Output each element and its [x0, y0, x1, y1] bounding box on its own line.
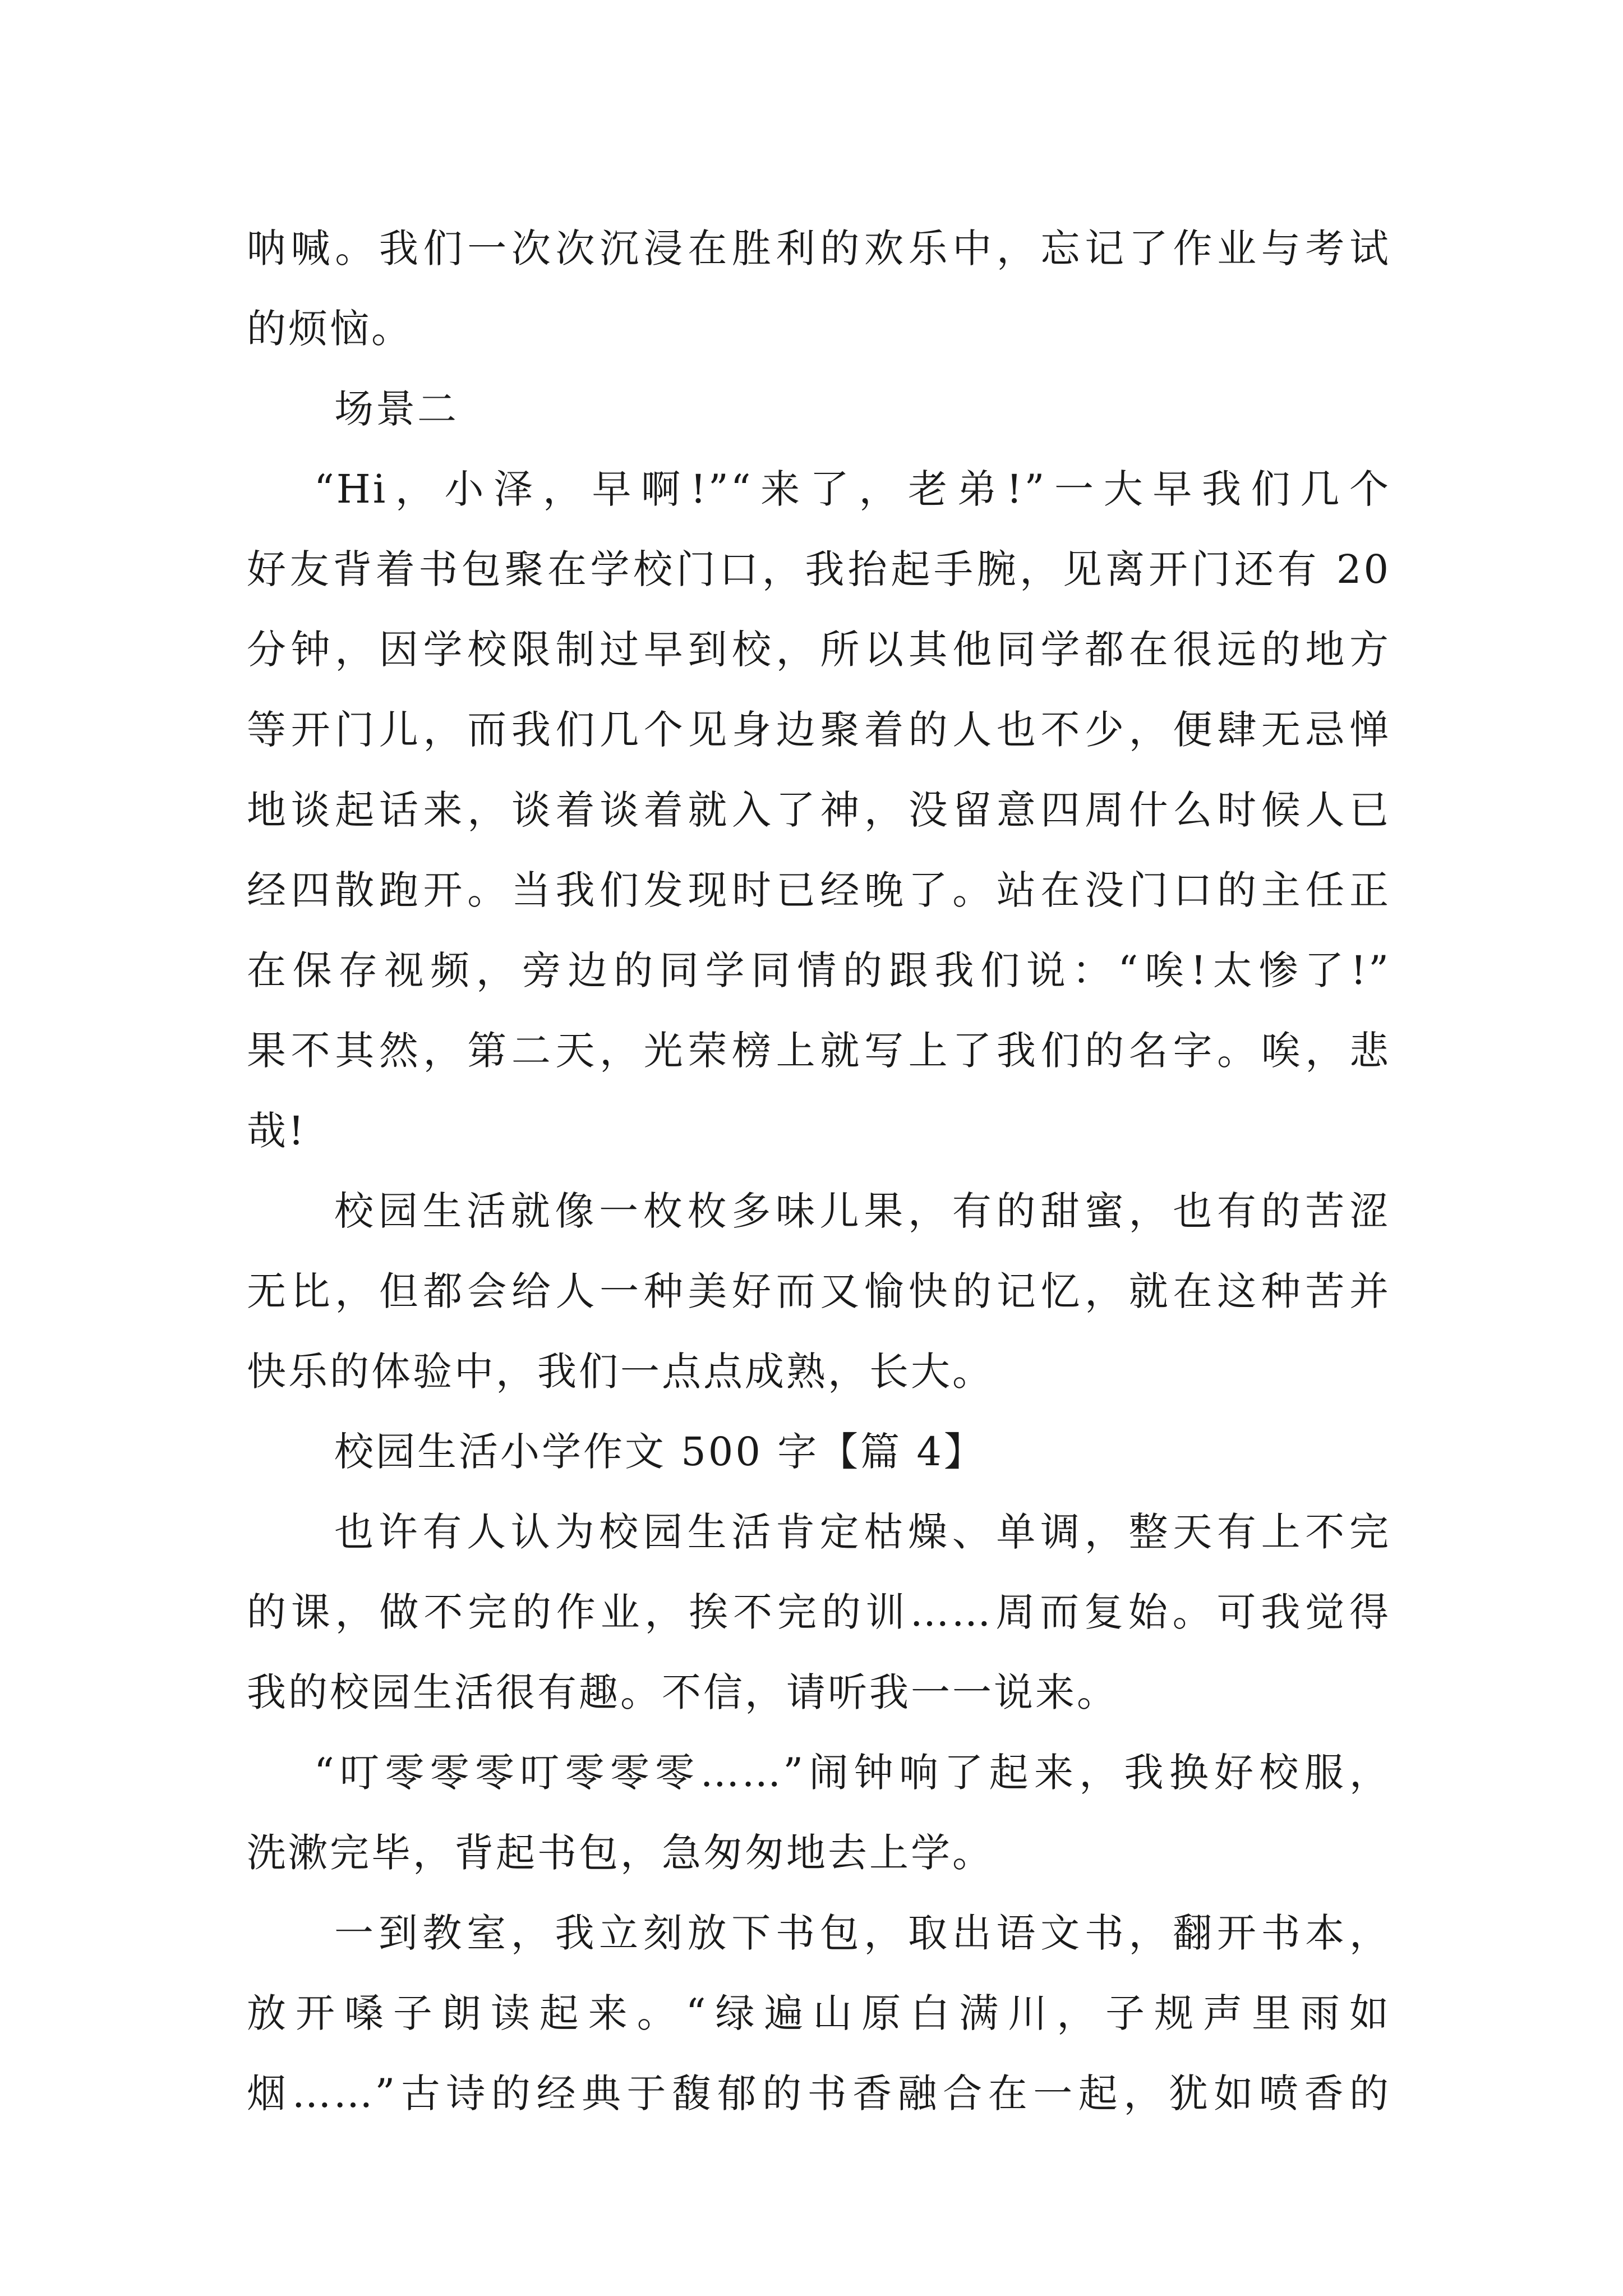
body-line: 果不其然，第二天，光荣榜上就写上了我们的名字。唉，悲	[247, 1028, 1391, 1074]
body-line: 好友背着书包聚在学校门口，我抬起手腕，见离开门还有 20	[247, 546, 1391, 592]
body-line: “叮零零零叮零零零……”闹钟响了起来，我换好校服，	[314, 1750, 1391, 1796]
body-line: 快乐的体验中，我们一点点成熟，长大。	[247, 1349, 994, 1395]
body-line: 无比，但都会给人一种美好而又愉快的记忆，就在这种苦并	[247, 1268, 1391, 1314]
body-line: 校园生活就像一枚枚多味儿果，有的甜蜜，也有的苦涩	[334, 1188, 1391, 1234]
body-line: 经四散跑开。当我们发现时已经晚了。站在没门口的主任正	[247, 867, 1391, 913]
section-heading: 校园生活小学作文 500 字【篇 4】	[334, 1429, 985, 1475]
body-line: 呐喊。我们一次次沉浸在胜利的欢乐中，忘记了作业与考试	[247, 226, 1391, 272]
body-line: 一到教室，我立刻放下书包，取出语文书，翻开书本，	[334, 1910, 1391, 1956]
document-body	[247, 209, 1391, 2134]
body-line: 的烦恼。	[247, 306, 413, 352]
section-heading: 场景二	[334, 386, 459, 432]
body-line: “Hi，小泽，早啊!”“来了，老弟!”一大早我们几个	[314, 466, 1391, 512]
body-line: 在保存视频，旁边的同学同情的跟我们说：“唉!太惨了!”	[247, 947, 1391, 993]
body-line: 烟……”古诗的经典于馥郁的书香融合在一起，犹如喷香的	[247, 2070, 1391, 2116]
body-line: 洗漱完毕，背起书包，急匆匆地去上学。	[247, 1830, 994, 1876]
body-line: 我的校园生活很有趣。不信，请听我一一说来。	[247, 1669, 1118, 1715]
body-line: 分钟，因学校限制过早到校，所以其他同学都在很远的地方	[247, 627, 1391, 673]
body-line: 地谈起话来，谈着谈着就入了神，没留意四周什么时候人已	[247, 787, 1391, 833]
body-line: 也许有人认为校园生活肯定枯燥、单调，整天有上不完	[334, 1509, 1391, 1555]
body-line: 等开门儿，而我们几个见身边聚着的人也不少，便肆无忌惮	[247, 707, 1391, 753]
body-line: 的课，做不完的作业，挨不完的训……周而复始。可我觉得	[247, 1589, 1391, 1635]
body-line: 哉!	[247, 1108, 307, 1154]
body-line: 放开嗓子朗读起来。“绿遍山原白满川，子规声里雨如	[247, 1990, 1391, 2036]
